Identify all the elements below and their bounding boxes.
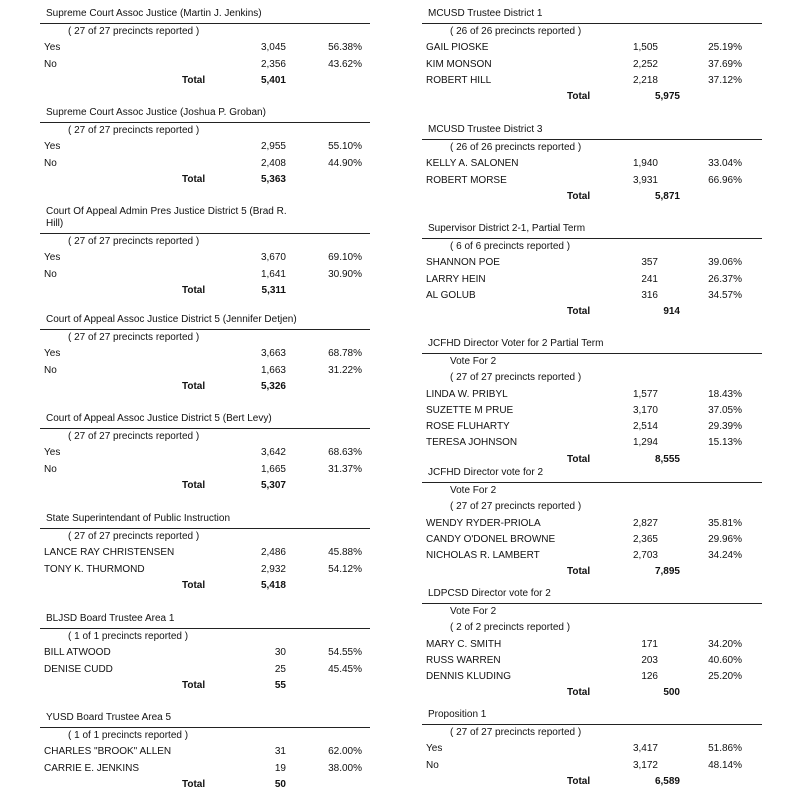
vote-percent: 68.63%	[328, 447, 362, 459]
vote-count: 1,940	[632, 158, 658, 170]
result-row	[40, 545, 370, 561]
vote-count: 31	[274, 746, 286, 758]
race-title: JCFHD Director Voter for 2 Partial Term	[428, 338, 604, 349]
candidate-name: LANCE RAY CHRISTENSEN	[44, 547, 175, 559]
candidate-name: Yes	[44, 141, 61, 153]
total-row	[40, 777, 370, 793]
result-row	[422, 57, 762, 73]
race-title: LDPCSD Director vote for 2	[428, 588, 551, 599]
vote-percent: 37.05%	[708, 404, 742, 416]
vote-percent: 26.37%	[708, 273, 742, 285]
vote-count: 2,827	[632, 517, 658, 529]
vote-percent: 29.39%	[708, 421, 742, 433]
total-row	[422, 89, 762, 105]
result-row	[40, 744, 370, 760]
total-votes: 5,363	[260, 173, 286, 185]
total-label: Total	[182, 380, 206, 392]
candidate-name: Yes	[44, 42, 61, 54]
vote-count: 316	[641, 289, 658, 301]
candidate-name: No	[44, 268, 57, 280]
candidate-name: ROBERT HILL	[426, 74, 492, 86]
race-block	[422, 338, 762, 468]
total-row	[40, 379, 370, 395]
vote-percent: 45.45%	[328, 663, 362, 675]
result-row	[40, 346, 370, 362]
result-row	[40, 645, 370, 661]
result-row	[40, 267, 370, 283]
vote-count: 30	[274, 647, 286, 659]
candidate-name: No	[44, 463, 57, 475]
vote-count: 241	[641, 273, 658, 285]
candidate-name: TONY K. THURMOND	[44, 563, 145, 575]
race-block	[40, 413, 370, 494]
total-votes: 500	[663, 687, 680, 699]
total-row	[422, 304, 762, 320]
candidate-name: NICHOLAS R. LAMBERT	[426, 550, 540, 562]
vote-count: 3,670	[260, 252, 286, 264]
vote-count: 2,486	[260, 547, 286, 559]
vote-count: 2,252	[632, 58, 658, 70]
result-row	[40, 139, 370, 155]
result-row	[422, 387, 762, 403]
total-label: Total	[182, 74, 206, 86]
race-block	[40, 107, 370, 188]
result-row	[422, 548, 762, 564]
vote-count: 25	[274, 663, 286, 675]
vote-percent: 34.20%	[708, 638, 742, 650]
vote-percent: 34.24%	[708, 550, 742, 562]
total-votes: 914	[663, 306, 680, 318]
total-votes: 6,589	[654, 775, 680, 787]
vote-for-note: Vote For 2	[450, 356, 497, 367]
result-row	[40, 156, 370, 172]
total-row	[40, 678, 370, 694]
race-title: Proposition 1	[428, 709, 487, 720]
candidate-name: No	[426, 759, 439, 771]
vote-count: 2,703	[632, 550, 658, 562]
vote-percent: 39.06%	[708, 257, 742, 269]
result-row	[422, 419, 762, 435]
precincts-reported: ( 27 of 27 precincts reported )	[450, 727, 582, 738]
result-row	[40, 761, 370, 777]
race-block	[40, 613, 370, 694]
vote-count: 1,663	[260, 364, 286, 376]
precincts-reported: ( 27 of 27 precincts reported )	[68, 431, 200, 442]
vote-for-note: Vote For 2	[450, 606, 497, 617]
vote-percent: 44.90%	[328, 157, 362, 169]
vote-count: 19	[274, 762, 286, 774]
total-row	[40, 478, 370, 494]
total-row	[422, 685, 762, 701]
vote-percent: 37.12%	[708, 74, 742, 86]
vote-percent: 40.60%	[708, 654, 742, 666]
race-title: Court of Appeal Assoc Justice District 5 (Jennifer Detjen)	[46, 314, 297, 325]
candidate-name: WENDY RYDER-PRIOLA	[426, 517, 541, 529]
total-label: Total	[567, 453, 591, 465]
vote-percent: 34.57%	[708, 289, 742, 301]
precincts-reported: ( 27 of 27 precincts reported )	[68, 125, 200, 136]
total-label: Total	[182, 479, 206, 491]
race-title: JCFHD Director vote for 2	[428, 467, 544, 478]
vote-percent: 38.00%	[328, 762, 362, 774]
candidate-name: Yes	[44, 447, 61, 459]
vote-count: 2,514	[632, 421, 658, 433]
candidate-name: No	[44, 364, 57, 376]
candidate-name: CHARLES "BROOK" ALLEN	[44, 746, 172, 758]
total-label: Total	[182, 284, 206, 296]
race-title: Supreme Court Assoc Justice (Joshua P. Groban)	[46, 107, 266, 118]
result-row	[422, 516, 762, 532]
vote-count: 1,665	[260, 463, 286, 475]
result-row	[422, 637, 762, 653]
result-row	[40, 363, 370, 379]
candidate-name: ROBERT MORSE	[426, 174, 507, 186]
total-row	[422, 452, 762, 468]
vote-count: 2,218	[632, 74, 658, 86]
precincts-reported: ( 1 of 1 precincts reported )	[68, 631, 189, 642]
precincts-reported: ( 2 of 2 precincts reported )	[450, 622, 571, 634]
vote-percent: 54.12%	[328, 563, 362, 575]
race-title: State Superintendant of Public Instruction	[46, 513, 231, 524]
vote-count: 1,641	[260, 268, 286, 280]
vote-percent: 54.55%	[328, 647, 362, 659]
result-row	[422, 255, 762, 271]
vote-percent: 55.10%	[328, 141, 362, 153]
result-row	[422, 272, 762, 288]
race-block	[422, 588, 762, 702]
result-row	[422, 758, 762, 774]
total-label: Total	[567, 775, 591, 787]
total-votes: 50	[274, 778, 286, 790]
candidate-name: LARRY HEIN	[426, 273, 486, 285]
candidate-name: DENNIS KLUDING	[426, 671, 512, 683]
total-votes: 5,311	[261, 284, 286, 296]
vote-percent: 37.69%	[708, 58, 742, 70]
vote-percent: 56.38%	[328, 42, 362, 54]
race-title: Court of Appeal Assoc Justice District 5 (Bert Levy)	[46, 413, 272, 424]
vote-percent: 51.86%	[708, 743, 742, 755]
result-row	[422, 532, 762, 548]
total-label: Total	[182, 778, 206, 790]
vote-count: 357	[641, 257, 658, 269]
result-row	[422, 73, 762, 89]
vote-percent: 43.62%	[328, 58, 362, 70]
result-row	[40, 562, 370, 578]
total-row	[40, 283, 370, 299]
vote-count: 203	[641, 654, 658, 666]
precincts-reported: ( 27 of 27 precincts reported )	[450, 372, 582, 384]
race-block	[422, 223, 762, 320]
total-votes: 5,307	[260, 479, 286, 491]
precincts-reported: ( 27 of 27 precincts reported )	[68, 332, 200, 343]
race-block	[422, 709, 762, 790]
vote-count: 2,356	[260, 58, 286, 70]
result-row	[40, 445, 370, 461]
total-label: Total	[567, 91, 591, 103]
vote-count: 1,577	[632, 388, 658, 400]
race-block	[422, 8, 762, 105]
candidate-name: SUZETTE M PRUE	[426, 404, 514, 416]
vote-percent: 48.14%	[708, 759, 742, 771]
total-votes: 5,326	[260, 380, 286, 392]
vote-percent: 68.78%	[328, 348, 362, 360]
candidate-name: Yes	[44, 252, 61, 264]
race-title: YUSD Board Trustee Area 5	[46, 712, 172, 723]
result-row	[422, 653, 762, 669]
candidate-name: MARY C. SMITH	[426, 638, 502, 650]
race-title: MCUSD Trustee District 3	[428, 124, 543, 135]
vote-percent: 15.13%	[708, 437, 742, 449]
race-block	[40, 206, 370, 299]
vote-percent: 62.00%	[328, 746, 362, 758]
total-row	[422, 564, 762, 580]
total-label: Total	[567, 566, 591, 578]
result-row	[40, 662, 370, 678]
race-title: MCUSD Trustee District 1	[428, 8, 543, 19]
total-row	[40, 578, 370, 594]
vote-for-note: Vote For 2	[450, 485, 497, 496]
candidate-name: KIM MONSON	[426, 58, 492, 70]
precincts-reported: ( 27 of 27 precincts reported )	[68, 531, 200, 542]
race-block	[40, 314, 370, 395]
result-row	[40, 57, 370, 73]
candidate-name: CANDY O'DONEL BROWNE	[426, 533, 556, 545]
total-votes: 7,895	[654, 566, 680, 578]
vote-percent: 25.20%	[708, 671, 742, 683]
result-row	[40, 250, 370, 266]
vote-percent: 29.96%	[708, 533, 742, 545]
total-label: Total	[567, 687, 591, 699]
vote-percent: 25.19%	[708, 42, 742, 54]
candidate-name: BILL ATWOOD	[44, 647, 111, 659]
result-row	[40, 462, 370, 478]
race-title: Supervisor District 2-1, Partial Term	[428, 223, 586, 234]
race-block	[40, 513, 370, 594]
vote-count: 3,417	[632, 743, 658, 755]
result-row	[422, 156, 762, 172]
candidate-name: GAIL PIOSKE	[426, 42, 489, 54]
total-label: Total	[182, 679, 206, 691]
precincts-reported: ( 6 of 6 precincts reported )	[450, 241, 571, 252]
result-row	[422, 669, 762, 685]
vote-percent: 45.88%	[328, 547, 362, 559]
precincts-reported: ( 26 of 26 precincts reported )	[450, 142, 582, 153]
vote-count: 1,294	[632, 437, 658, 449]
vote-percent: 66.96%	[708, 174, 742, 186]
result-row	[422, 173, 762, 189]
total-row	[40, 172, 370, 188]
total-row	[422, 774, 762, 790]
candidate-name: No	[44, 157, 57, 169]
candidate-name: AL GOLUB	[426, 289, 476, 301]
total-votes: 8,555	[654, 453, 680, 465]
precincts-reported: ( 1 of 1 precincts reported )	[68, 730, 189, 741]
result-row	[422, 435, 762, 451]
candidate-name: TERESA JOHNSON	[426, 437, 518, 449]
vote-percent: 18.43%	[708, 388, 742, 400]
vote-count: 171	[641, 638, 658, 650]
vote-count: 126	[641, 671, 658, 683]
vote-percent: 33.04%	[708, 158, 742, 170]
precincts-reported: ( 26 of 26 precincts reported )	[450, 26, 582, 37]
vote-percent: 30.90%	[328, 268, 362, 280]
vote-count: 2,365	[632, 533, 658, 545]
total-row	[40, 73, 370, 89]
vote-count: 2,932	[260, 563, 286, 575]
total-label: Total	[182, 579, 206, 591]
vote-percent: 69.10%	[328, 252, 362, 264]
total-row	[422, 189, 762, 205]
candidate-name: Yes	[426, 743, 443, 755]
total-votes: 55	[274, 679, 286, 691]
candidate-name: SHANNON POE	[426, 257, 500, 269]
result-row	[422, 741, 762, 757]
result-row	[422, 288, 762, 304]
vote-count: 1,505	[632, 42, 658, 54]
total-votes: 5,975	[654, 91, 680, 103]
race-block	[422, 124, 762, 205]
vote-count: 2,408	[260, 157, 286, 169]
candidate-name: No	[44, 58, 57, 70]
total-label: Total	[567, 306, 591, 318]
vote-count: 3,170	[632, 404, 658, 416]
vote-count: 3,642	[260, 447, 286, 459]
race-block	[40, 8, 370, 89]
candidate-name: Yes	[44, 348, 61, 360]
candidate-name: LINDA W. PRIBYL	[426, 388, 508, 400]
precincts-reported: ( 27 of 27 precincts reported )	[68, 26, 200, 37]
precincts-reported: ( 27 of 27 precincts reported )	[450, 501, 582, 513]
race-title: Supreme Court Assoc Justice (Martin J. Jenkins)	[46, 8, 262, 19]
candidate-name: CARRIE E. JENKINS	[44, 762, 140, 774]
race-block	[422, 467, 762, 581]
total-votes: 5,871	[654, 190, 680, 202]
race-title: BLJSD Board Trustee Area 1	[46, 613, 175, 624]
total-label: Total	[567, 190, 591, 202]
total-votes: 5,401	[260, 74, 286, 86]
vote-percent: 35.81%	[708, 517, 742, 529]
result-row	[422, 40, 762, 56]
vote-percent: 31.37%	[328, 463, 362, 475]
vote-percent: 31.22%	[328, 364, 362, 376]
race-block	[40, 712, 370, 793]
total-votes: 5,418	[260, 579, 286, 591]
vote-count: 3,931	[632, 174, 658, 186]
candidate-name: DENISE CUDD	[44, 663, 113, 675]
candidate-name: RUSS WARREN	[426, 654, 501, 666]
vote-count: 3,045	[260, 42, 286, 54]
result-row	[422, 403, 762, 419]
vote-count: 2,955	[260, 141, 286, 153]
result-row	[40, 40, 370, 56]
vote-count: 3,663	[260, 348, 286, 360]
candidate-name: KELLY A. SALONEN	[426, 158, 519, 170]
precincts-reported: ( 27 of 27 precincts reported )	[68, 236, 200, 247]
total-label: Total	[182, 173, 206, 185]
vote-count: 3,172	[632, 759, 658, 771]
candidate-name: ROSE FLUHARTY	[426, 421, 510, 433]
race-title: Court Of Appeal Admin Pres Justice District 5 (Brad R. Hill)	[46, 206, 287, 229]
